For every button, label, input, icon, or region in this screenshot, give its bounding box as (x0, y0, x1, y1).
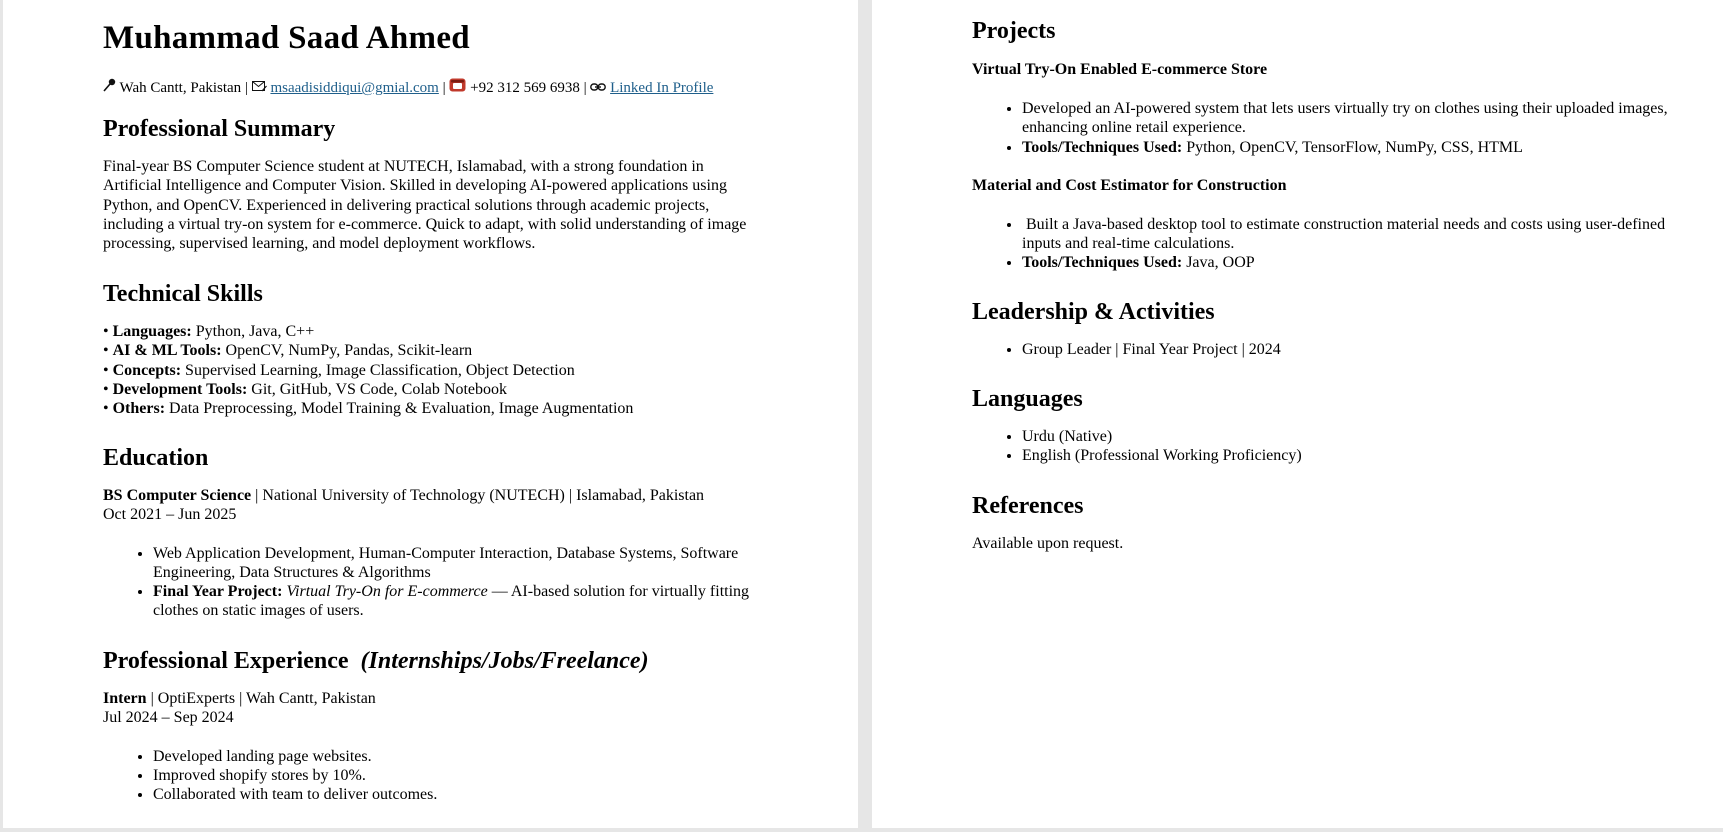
experience-bullets (103, 747, 763, 805)
education-dates: Oct 2021 – Jun 2025 (103, 506, 237, 524)
project-title: Material and Cost Estimator for Construction (972, 176, 1287, 194)
skill-value: OpenCV, NumPy, Pandas, Scikit-learn (225, 342, 473, 360)
project-desc: Built a Java-based desktop tool to estimate construction material needs and costs using user-defined inputs and real-time calculations. (1022, 215, 1666, 253)
skill-value: Git, GitHub, VS Code, Colab Notebook (251, 380, 507, 398)
fyp-title: Virtual Try-On for E-commerce (286, 583, 488, 601)
list-item: • Group Leader | Final Year Project | 2024 (1022, 340, 1692, 359)
skills-list (103, 322, 763, 418)
tools-value: Python, OpenCV, TensorFlow, NumPy, CSS, HTML (1186, 138, 1523, 156)
skill-label: Concepts: (112, 361, 182, 379)
link-icon (590, 79, 606, 99)
skill-label: Others: (112, 400, 166, 418)
contact-phone: +92 312 569 6938 (470, 80, 580, 96)
project-bullets (972, 99, 1692, 157)
role: Intern (103, 690, 147, 707)
projects-heading: Projects (972, 18, 1056, 44)
references-text: Available upon request. (972, 535, 1124, 552)
project-bullets (972, 215, 1692, 273)
experience-entry (103, 689, 763, 708)
education-heading: Education (103, 445, 209, 471)
experience-details: | OptiExperts | Wah Cantt, Pakistan (150, 690, 376, 707)
skill-value: Python, Java, C++ (195, 323, 315, 340)
fyp-desc: — AI-based solution for virtually fitting clothes on static images of users. (153, 583, 750, 620)
list-item (1022, 253, 1692, 272)
contact-separator: | (442, 80, 446, 96)
contact-separator: | (583, 80, 587, 96)
list-item (1022, 138, 1692, 157)
summary-heading: Professional Summary (103, 116, 336, 142)
languages-section (972, 384, 1692, 466)
list-item (153, 582, 763, 621)
experience-dates: Jul 2024 – Sep 2024 (103, 709, 234, 727)
languages-bullets (972, 427, 1692, 466)
education-details: | National University of Technology (NUTECH) | Islamabad, Pakistan (255, 487, 705, 504)
skills-section (103, 279, 763, 418)
languages-heading: Languages (972, 386, 1083, 412)
contact-line (103, 78, 763, 99)
list-item: • Improved shopify stores by 10%. (153, 766, 763, 785)
summary-text: Final-year BS Computer Science student at NUTECH, Islamabad, with a strong foundation in Artificial Intelligence and Computer Vision. Skilled in developing AI-powered applications using Python, and OpenCV. Experienced in delivering practical solutions through academic projects, including a virtual try-on system for e-commerce. Quick to adapt, with solid understanding of image processing, supervised learning, and model deployment workflows. (103, 158, 747, 253)
email-link[interactable]: msaadisiddiqui@gmial.com (270, 80, 439, 96)
leadership-heading: Leadership & Activities (972, 299, 1215, 325)
contact-location: Wah Cantt, Pakistan (119, 80, 242, 96)
list-item: • Urdu (Native) (1022, 427, 1692, 446)
leadership-bullets (972, 340, 1692, 359)
tools-label: Tools/Techniques Used: (1022, 138, 1183, 156)
projects-section (972, 16, 1692, 273)
tools-value: Java, OOP (1186, 254, 1255, 272)
references-heading: References (972, 493, 1084, 519)
list-item: • Developed landing page websites. (153, 747, 763, 766)
pin-icon (103, 78, 116, 99)
education-section (103, 443, 763, 621)
experience-heading-main: Professional Experience (103, 648, 349, 674)
list-item: • Web Application Development, Human-Computer Interaction, Database Systems, Software Engineering, Data Structures & Algorithms (153, 544, 763, 583)
education-entry (103, 486, 763, 505)
leadership-section (972, 297, 1692, 359)
list-item: • English (Professional Working Proficiency) (1022, 446, 1692, 465)
list-item (1022, 215, 1692, 254)
page-1-content (103, 0, 763, 804)
list-item: • Collaborated with team to deliver outcomes. (153, 785, 763, 804)
experience-heading-sub: (Internships/Jobs/Freelance) (360, 648, 649, 674)
degree: BS Computer Science (103, 487, 252, 504)
tools-label: Tools/Techniques Used: (1022, 254, 1183, 272)
skill-label: AI & ML Tools: (112, 342, 222, 360)
list-item: • Developed an AI-powered system that lets users virtually try on clothes using their uploaded images, enhancing online retail experience. (1022, 99, 1692, 138)
education-bullets (103, 544, 763, 621)
skill-label: Languages: (112, 323, 192, 340)
page-1 (3, 0, 858, 828)
skill-label: Development Tools: (112, 380, 248, 398)
experience-section (103, 646, 763, 804)
skill-line (103, 341, 763, 360)
telephone-icon (449, 78, 466, 99)
page-2 (872, 0, 1723, 828)
envelope-icon (252, 79, 267, 99)
contact-separator: | (244, 80, 248, 96)
skill-bullet: • (103, 323, 109, 340)
summary-section (103, 114, 763, 253)
references-section (972, 491, 1692, 553)
skill-bullet: • (103, 361, 109, 379)
fyp-label: Final Year Project: (153, 583, 283, 601)
skill-bullet: • (103, 380, 109, 398)
skill-line (103, 399, 763, 418)
skill-line (103, 361, 763, 380)
skill-line (103, 380, 763, 399)
skill-value: Supervised Learning, Image Classification, Object Detection (185, 361, 575, 379)
linkedin-link[interactable]: Linked In Profile (610, 80, 714, 96)
experience-heading (103, 646, 763, 676)
skill-line (103, 322, 763, 341)
skill-value: Data Preprocessing, Model Training & Evaluation, Image Augmentation (169, 400, 634, 418)
skills-heading: Technical Skills (103, 281, 263, 307)
candidate-name: Muhammad Saad Ahmed (103, 20, 470, 56)
project-title: Virtual Try-On Enabled E-commerce Store (972, 61, 1268, 78)
skill-bullet: • (103, 400, 109, 418)
skill-bullet: • (103, 342, 109, 360)
